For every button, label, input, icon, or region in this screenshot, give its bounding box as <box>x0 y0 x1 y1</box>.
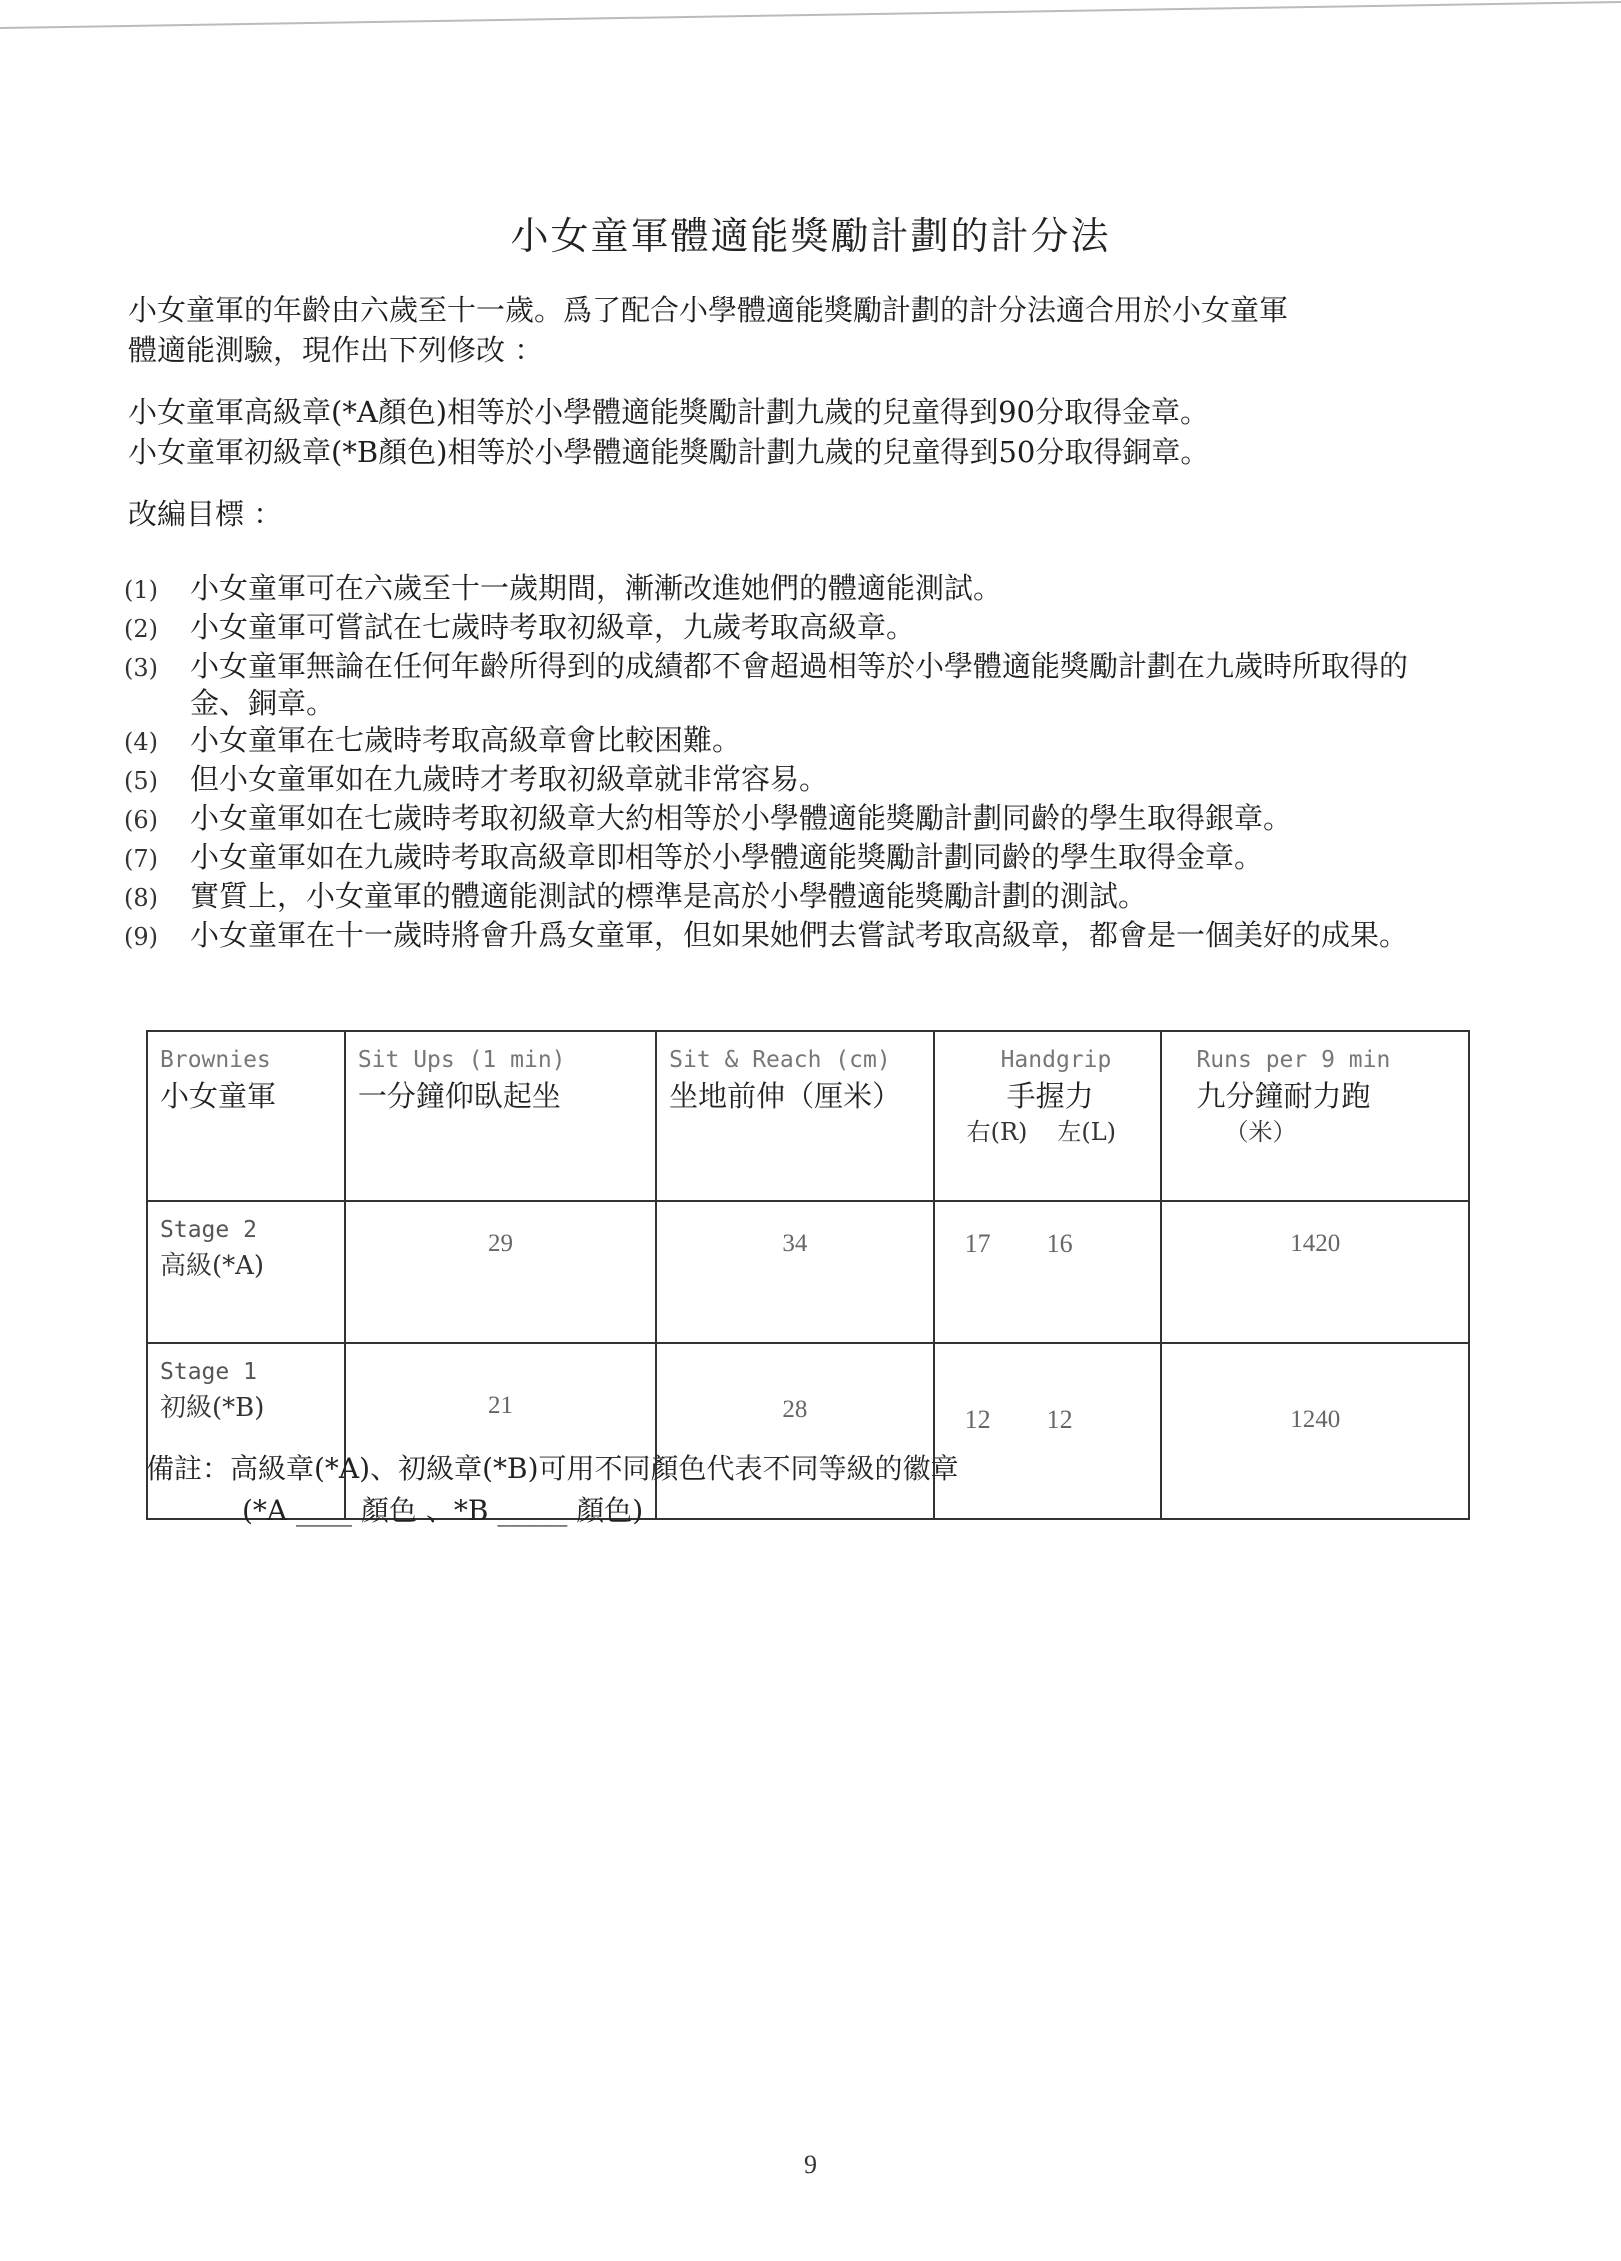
goal-number: (9) <box>124 923 158 951</box>
handgrip-cell <box>934 1201 1162 1343</box>
header-handgrip-right: 右(R) <box>966 1118 1028 1146</box>
goal-item <box>124 878 1464 917</box>
situps-value: 29 <box>345 1201 656 1343</box>
stage-name-zh: 高級(*A) <box>160 1251 265 1281</box>
stage-name-en: Stage 2 <box>160 1217 257 1243</box>
header-runs-unit: （米） <box>1224 1118 1297 1146</box>
header-sitreach-en: Sit & Reach (cm) <box>669 1047 891 1073</box>
goal-text: 小女童軍在十一歲時將會升爲女童軍，但如果她們去嘗試考取高級章，都會是一個美好的成果。 <box>190 918 1409 952</box>
sitreach-value: 34 <box>656 1201 933 1343</box>
remarks <box>146 1448 1346 1532</box>
header-handgrip-zh: 手握力 <box>1006 1079 1094 1113</box>
header-sitreach-zh: 坐地前伸（厘米） <box>669 1079 902 1113</box>
intro-line-1: 小女童軍的年齡由六歲至十一歲。爲了配合小學體適能獎勵計劃的計分法適合用於小女童軍 <box>128 293 1289 327</box>
scan-edge-shadow <box>0 0 1621 30</box>
header-handgrip <box>934 1031 1162 1201</box>
fitness-standards-table <box>146 1030 1470 1520</box>
goal-text: 小女童軍可嘗試在七歲時考取初級章，九歲考取高級章。 <box>190 610 916 644</box>
goal-text: 小女童軍如在九歲時考取高級章即相等於小學體適能獎勵計劃同齡的學生取得金章。 <box>190 840 1264 874</box>
page-number: 9 <box>804 2150 817 2179</box>
goal-number: (8) <box>124 884 158 912</box>
page-title: 小女童軍體適能獎勵計劃的計分法 <box>510 214 1111 258</box>
header-brownies-zh: 小女童軍 <box>160 1079 277 1113</box>
header-situps-en: Sit Ups (1 min) <box>357 1047 566 1073</box>
goal-number: (5) <box>124 767 158 795</box>
goal-item <box>124 609 1464 648</box>
goal-item <box>124 648 1464 722</box>
goal-text: 實質上，小女童軍的體適能測試的標準是高於小學體適能獎勵計劃的測試。 <box>190 879 1148 913</box>
goal-text: 小女童軍如在七歲時考取初級章大約相等於小學體適能獎勵計劃同齡的學生取得銀章。 <box>190 801 1293 835</box>
header-sitreach <box>656 1031 933 1201</box>
header-runs-zh: 九分鐘耐力跑 <box>1196 1079 1371 1113</box>
sitreach-value: 28 <box>656 1343 933 1519</box>
goal-number: (1) <box>124 576 158 604</box>
table-row <box>147 1201 1469 1343</box>
situps-value: 21 <box>345 1343 656 1519</box>
header-runs-en: Runs per 9 min <box>1196 1047 1391 1073</box>
goal-item <box>124 839 1464 878</box>
intro-line-2: 體適能測驗，現作出下列修改 ： <box>128 333 544 367</box>
junior-badge-line: 小女童軍初級章(*B顏色)相等於小學體適能獎勵計劃九歲的兒童得到50分取得銅章。 <box>128 435 1210 469</box>
goal-text: 小女童軍可在六歲至十一歲期間，漸漸改進她們的體適能測試。 <box>190 571 1003 605</box>
grip-right-value: 12 <box>964 1405 991 1434</box>
goal-number: (6) <box>124 806 158 834</box>
stage-cell <box>147 1201 345 1343</box>
grip-right-value: 17 <box>964 1229 991 1258</box>
goals-heading: 改編目標 ： <box>128 497 283 531</box>
header-handgrip-left: 左(L) <box>1057 1118 1117 1146</box>
stage-name-zh: 初級(*B) <box>160 1393 265 1423</box>
grip-left-value: 12 <box>1046 1405 1073 1434</box>
header-runs <box>1161 1031 1469 1201</box>
goal-number: (4) <box>124 728 158 756</box>
grip-left-value: 16 <box>1046 1229 1073 1258</box>
goal-number: (3) <box>124 654 158 682</box>
runs-value: 1240 <box>1161 1343 1469 1519</box>
header-situps-zh: 一分鐘仰臥起坐 <box>357 1079 561 1113</box>
goals-list <box>124 570 1464 956</box>
intro-paragraph <box>128 290 1458 370</box>
goal-item <box>124 761 1464 800</box>
remarks-line-1: 備註：高級章(*A)、初級章(*B)可用不同顏色代表不同等級的徽章 <box>146 1452 959 1485</box>
header-situps <box>345 1031 656 1201</box>
header-brownies-en: Brownies <box>160 1047 271 1073</box>
remarks-line-2: (*A ____ 顏色 、*B _____ 顏色) <box>242 1494 644 1527</box>
badge-equivalence <box>128 392 1458 472</box>
stage-name-en: Stage 1 <box>160 1359 257 1385</box>
goal-number: (2) <box>124 615 158 643</box>
goal-text: 小女童軍無論在任何年齡所得到的成績都不會超過相等於小學體適能獎勵計劃在九歲時所取得的金、銅章。 <box>190 649 1409 720</box>
runs-value: 1420 <box>1161 1201 1469 1343</box>
goal-number: (7) <box>124 845 158 873</box>
goal-text: 小女童軍在七歲時考取高級章會比較困難。 <box>190 723 742 757</box>
senior-badge-line: 小女童軍高級章(*A顏色)相等於小學體適能獎勵計劃九歲的兒童得到90分取得金章。 <box>128 395 1209 429</box>
goal-item <box>124 570 1464 609</box>
header-handgrip-en: Handgrip <box>1000 1047 1112 1073</box>
header-brownies <box>147 1031 345 1201</box>
table-header-row <box>147 1031 1469 1201</box>
goal-item <box>124 722 1464 761</box>
goal-item <box>124 800 1464 839</box>
goal-item <box>124 917 1464 956</box>
goal-text: 但小女童軍如在九歲時才考取初級章就非常容易。 <box>190 762 829 796</box>
